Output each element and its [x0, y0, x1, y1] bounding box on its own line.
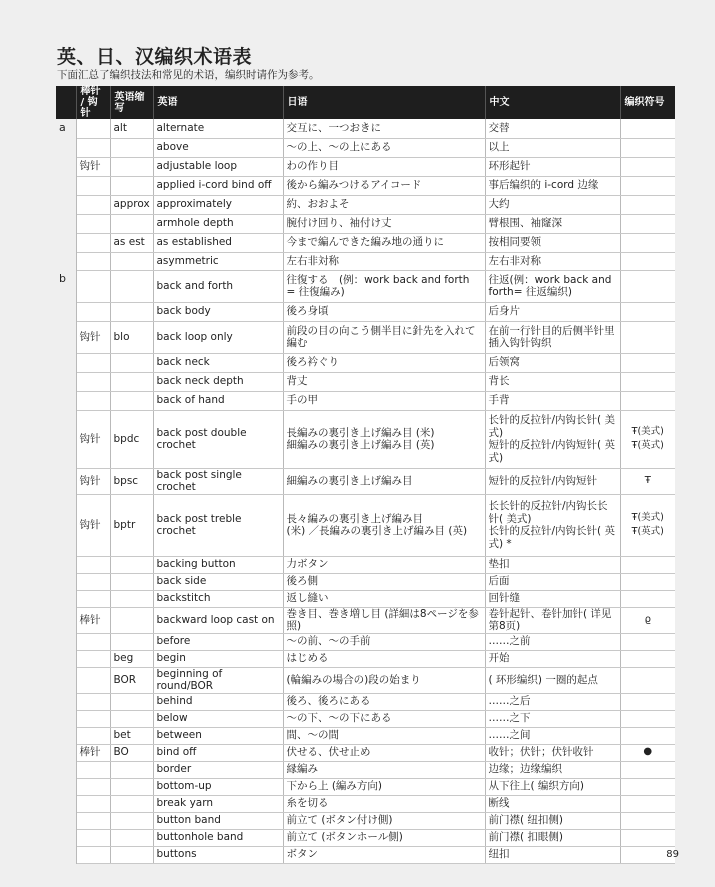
chinese-term-cell: 大约 [485, 195, 620, 214]
english-term-cell: border [153, 761, 283, 778]
symbol-cell [620, 302, 675, 321]
symbol-cell [620, 556, 675, 573]
page-subtitle: 下面汇总了编织技法和常见的术语，编织时请作为参考。 [57, 69, 320, 81]
japanese-term-cell: 長編みの裏引き上げ編み目 (米) 細編みの裏引き上げ編み目 (英) [283, 410, 485, 468]
symbol-cell [620, 778, 675, 795]
table-row [56, 252, 675, 270]
english-term-cell: bind off [153, 744, 283, 761]
table-row [56, 233, 675, 252]
abbreviation-cell [110, 761, 153, 778]
japanese-term-cell: 後ろ側 [283, 573, 485, 590]
english-term-cell: back side [153, 573, 283, 590]
stitch-symbol-icon: ● [643, 746, 653, 758]
table-body [56, 119, 675, 863]
japanese-term-cell: 交互に、一つおきに [283, 119, 485, 138]
header-japanese: 日语 [283, 86, 485, 119]
english-term-cell: alternate [153, 119, 283, 138]
crochet-symbol-icon: Ŧ(美式) Ŧ(英式) [631, 426, 664, 451]
abbreviation-cell [110, 607, 153, 633]
english-term-cell: back post single crochet [153, 468, 283, 494]
abbreviation-cell [110, 556, 153, 573]
table-row [56, 176, 675, 195]
table-row [56, 710, 675, 727]
tool-cell [76, 391, 110, 410]
section-letter: b [56, 270, 76, 863]
header-tool: 棒针 / 钩针 [76, 86, 110, 119]
tool-cell [76, 710, 110, 727]
abbreviation-cell [110, 573, 153, 590]
english-term-cell: above [153, 138, 283, 157]
abbreviation-cell [110, 693, 153, 710]
symbol-cell [620, 176, 675, 195]
table-header-row [56, 86, 675, 119]
english-term-cell: backing button [153, 556, 283, 573]
symbol-cell [620, 829, 675, 846]
english-term-cell: back loop only [153, 321, 283, 353]
english-term-cell: before [153, 633, 283, 650]
table-row [56, 119, 675, 138]
english-term-cell: adjustable loop [153, 157, 283, 176]
tool-cell: 钩针 [76, 468, 110, 494]
abbreviation-cell [110, 795, 153, 812]
tool-cell [76, 590, 110, 607]
tool-cell [76, 270, 110, 302]
chinese-term-cell: 前门襟( 扣眼侧) [485, 829, 620, 846]
table-row [56, 761, 675, 778]
tool-cell [76, 727, 110, 744]
tool-cell [76, 667, 110, 693]
japanese-term-cell: ～の前、～の手前 [283, 633, 485, 650]
abbreviation-cell [110, 633, 153, 650]
tool-cell [76, 214, 110, 233]
abbreviation-cell [110, 778, 153, 795]
japanese-term-cell: 約、おおよそ [283, 195, 485, 214]
tool-cell [76, 233, 110, 252]
abbreviation-cell [110, 353, 153, 372]
table-row [56, 727, 675, 744]
chinese-term-cell: 边缘；边缘编织 [485, 761, 620, 778]
table-row [56, 744, 675, 761]
symbol-cell [620, 590, 675, 607]
symbol-cell [620, 607, 675, 633]
tool-cell [76, 829, 110, 846]
abbreviation-cell [110, 372, 153, 391]
tool-cell: 棒针 [76, 744, 110, 761]
chinese-term-cell: 后领窝 [485, 353, 620, 372]
tool-cell [76, 556, 110, 573]
table-row [56, 633, 675, 650]
abbreviation-cell [110, 176, 153, 195]
abbreviation-cell: BO [110, 744, 153, 761]
table-row [56, 468, 675, 494]
tool-cell [76, 138, 110, 157]
glossary-table-wrapper [56, 86, 675, 864]
chinese-term-cell: ……之下 [485, 710, 620, 727]
chinese-term-cell: 从下往上( 编织方向) [485, 778, 620, 795]
japanese-term-cell: 細編みの裏引き上げ編み目 [283, 468, 485, 494]
japanese-term-cell: 返し縫い [283, 590, 485, 607]
tool-cell: 钩针 [76, 494, 110, 556]
chinese-term-cell: 背长 [485, 372, 620, 391]
english-term-cell: buttons [153, 846, 283, 863]
abbreviation-cell [110, 214, 153, 233]
symbol-cell [620, 795, 675, 812]
tool-cell [76, 176, 110, 195]
symbol-cell [620, 321, 675, 353]
chinese-term-cell: 臂根围、袖窿深 [485, 214, 620, 233]
table-row [56, 157, 675, 176]
tool-cell [76, 372, 110, 391]
japanese-term-cell: (輪編みの場合の)段の始まり [283, 667, 485, 693]
abbreviation-cell [110, 270, 153, 302]
english-term-cell: back of hand [153, 391, 283, 410]
table-row [56, 302, 675, 321]
symbol-cell [620, 353, 675, 372]
english-term-cell: applied i-cord bind off [153, 176, 283, 195]
japanese-term-cell: 背丈 [283, 372, 485, 391]
table-row [56, 829, 675, 846]
abbreviation-cell: approx [110, 195, 153, 214]
table-row [56, 321, 675, 353]
symbol-cell [620, 391, 675, 410]
symbol-cell [620, 138, 675, 157]
japanese-term-cell: 糸を切る [283, 795, 485, 812]
chinese-term-cell: 前门襟( 纽扣侧) [485, 812, 620, 829]
chinese-term-cell: 事后编织的 i-cord 边缘 [485, 176, 620, 195]
symbol-cell [620, 693, 675, 710]
symbol-cell [620, 727, 675, 744]
chinese-term-cell: 断线 [485, 795, 620, 812]
english-term-cell: begin [153, 650, 283, 667]
chinese-term-cell: ( 环形编织) 一圈的起点 [485, 667, 620, 693]
chinese-term-cell: 往返(例：work back and forth= 往返编织) [485, 270, 620, 302]
abbreviation-cell: blo [110, 321, 153, 353]
stitch-symbol-icon: Ŧ [644, 474, 651, 486]
abbreviation-cell [110, 302, 153, 321]
section-letter: a [56, 119, 76, 270]
japanese-term-cell: 手の甲 [283, 391, 485, 410]
chinese-term-cell: 在前一行针目的后侧半针里插入钩针钩织 [485, 321, 620, 353]
chinese-term-cell: 以上 [485, 138, 620, 157]
abbreviation-cell: beg [110, 650, 153, 667]
japanese-term-cell: 巻き目、巻き増し目 (詳細は8ページを参照) [283, 607, 485, 633]
japanese-term-cell: 伏せる、伏せ止め [283, 744, 485, 761]
table-row [56, 778, 675, 795]
page-title: 英、日、汉编织术语表 [57, 46, 253, 68]
header-abbr: 英语缩写 [110, 86, 153, 119]
abbreviation-cell: as est [110, 233, 153, 252]
english-term-cell: buttonhole band [153, 829, 283, 846]
english-term-cell: back neck [153, 353, 283, 372]
symbol-cell [620, 744, 675, 761]
japanese-term-cell: 後ろ身頃 [283, 302, 485, 321]
english-term-cell: as established [153, 233, 283, 252]
chinese-term-cell: ……之前 [485, 633, 620, 650]
abbreviation-cell [110, 590, 153, 607]
table-row [56, 812, 675, 829]
symbol-cell [620, 650, 675, 667]
chinese-term-cell: 收针；伏针；伏针收针 [485, 744, 620, 761]
tool-cell [76, 302, 110, 321]
chinese-term-cell: ……之间 [485, 727, 620, 744]
chinese-term-cell: 后身片 [485, 302, 620, 321]
japanese-term-cell: はじめる [283, 650, 485, 667]
symbol-cell [620, 633, 675, 650]
japanese-term-cell: 前立て (ボタン付け側) [283, 812, 485, 829]
chinese-term-cell: 左右非对称 [485, 252, 620, 270]
header-english: 英语 [153, 86, 283, 119]
abbreviation-cell [110, 138, 153, 157]
english-term-cell: armhole depth [153, 214, 283, 233]
table-row [56, 270, 675, 302]
japanese-term-cell: 長々編みの裏引き上げ編み目 (米) ／長編みの裏引き上げ編み目 (英) [283, 494, 485, 556]
abbreviation-cell [110, 157, 153, 176]
tool-cell [76, 650, 110, 667]
english-term-cell: back post double crochet [153, 410, 283, 468]
japanese-term-cell: 下から上 (編み方向) [283, 778, 485, 795]
symbol-cell [620, 761, 675, 778]
abbreviation-cell [110, 846, 153, 863]
table-row [56, 494, 675, 556]
table-row [56, 846, 675, 863]
tool-cell [76, 195, 110, 214]
tool-cell [76, 761, 110, 778]
chinese-term-cell: 环形起针 [485, 157, 620, 176]
table-row [56, 795, 675, 812]
table-row [56, 650, 675, 667]
symbol-cell [620, 119, 675, 138]
symbol-cell [620, 252, 675, 270]
english-term-cell: backstitch [153, 590, 283, 607]
abbreviation-cell: bet [110, 727, 153, 744]
table-row [56, 607, 675, 633]
symbol-cell [620, 372, 675, 391]
table-row [56, 195, 675, 214]
japanese-term-cell: 後ろ衿ぐり [283, 353, 485, 372]
japanese-term-cell: ボタン [283, 846, 485, 863]
tool-cell [76, 812, 110, 829]
japanese-term-cell: 前立て (ボタンホール側) [283, 829, 485, 846]
abbreviation-cell: bpdc [110, 410, 153, 468]
english-term-cell: back post treble crochet [153, 494, 283, 556]
table-row [56, 214, 675, 233]
table-row [56, 372, 675, 391]
symbol-cell [620, 157, 675, 176]
tool-cell: 钩针 [76, 157, 110, 176]
japanese-term-cell: ～の上、～の上にある [283, 138, 485, 157]
tool-cell [76, 353, 110, 372]
tool-cell: 钩针 [76, 410, 110, 468]
japanese-term-cell: 間、～の間 [283, 727, 485, 744]
chinese-term-cell: ……之后 [485, 693, 620, 710]
tool-cell: 钩针 [76, 321, 110, 353]
english-term-cell: button band [153, 812, 283, 829]
english-term-cell: back neck depth [153, 372, 283, 391]
chinese-term-cell: 纽扣 [485, 846, 620, 863]
abbreviation-cell [110, 812, 153, 829]
tool-cell [76, 846, 110, 863]
abbreviation-cell [110, 252, 153, 270]
english-term-cell: backward loop cast on [153, 607, 283, 633]
chinese-term-cell: 垫扣 [485, 556, 620, 573]
japanese-term-cell: 左右非対称 [283, 252, 485, 270]
chinese-term-cell: 短针的反拉针/内钩短针 [485, 468, 620, 494]
symbol-cell [620, 494, 675, 556]
header-symbol: 编织符号 [620, 86, 675, 119]
chinese-term-cell: 开始 [485, 650, 620, 667]
tool-cell: 棒针 [76, 607, 110, 633]
english-term-cell: beginning of round/BOR [153, 667, 283, 693]
tool-cell [76, 633, 110, 650]
symbol-cell [620, 468, 675, 494]
table-row [56, 556, 675, 573]
english-term-cell: break yarn [153, 795, 283, 812]
chinese-term-cell: 手背 [485, 391, 620, 410]
table-row [56, 353, 675, 372]
english-term-cell: approximately [153, 195, 283, 214]
tool-cell [76, 795, 110, 812]
english-term-cell: back body [153, 302, 283, 321]
chinese-term-cell: 回针缝 [485, 590, 620, 607]
english-term-cell: between [153, 727, 283, 744]
chinese-term-cell: 长长针的反拉针/内钩长长针( 美式) 长针的反拉针/内钩长针( 英式) * [485, 494, 620, 556]
chinese-term-cell: 按相同要领 [485, 233, 620, 252]
abbreviation-cell [110, 710, 153, 727]
japanese-term-cell: 今まで編んできた編み地の通りに [283, 233, 485, 252]
table-row [56, 391, 675, 410]
table-row [56, 138, 675, 157]
stitch-symbol-icon: ϱ [644, 613, 651, 625]
symbol-cell [620, 270, 675, 302]
symbol-cell [620, 573, 675, 590]
abbreviation-cell [110, 391, 153, 410]
glossary-table [56, 86, 675, 864]
japanese-term-cell: ～の下、～の下にある [283, 710, 485, 727]
tool-cell [76, 778, 110, 795]
table-row [56, 573, 675, 590]
header-chinese: 中文 [485, 86, 620, 119]
symbol-cell [620, 214, 675, 233]
abbreviation-cell: alt [110, 119, 153, 138]
crochet-symbol-icon: Ŧ(美式) Ŧ(英式) [631, 512, 664, 537]
english-term-cell: asymmetric [153, 252, 283, 270]
japanese-term-cell: 後ろ、後ろにある [283, 693, 485, 710]
english-term-cell: below [153, 710, 283, 727]
symbol-cell [620, 410, 675, 468]
chinese-term-cell: 长针的反拉针/内钩长针( 美式) 短针的反拉针/内钩短针( 英式) [485, 410, 620, 468]
symbol-cell [620, 667, 675, 693]
tool-cell [76, 573, 110, 590]
header-letter [56, 86, 76, 119]
abbreviation-cell: BOR [110, 667, 153, 693]
symbol-cell [620, 233, 675, 252]
japanese-term-cell: 力ボタン [283, 556, 485, 573]
table-row [56, 410, 675, 468]
chinese-term-cell: 交替 [485, 119, 620, 138]
symbol-cell [620, 710, 675, 727]
english-term-cell: bottom-up [153, 778, 283, 795]
japanese-term-cell: 縁編み [283, 761, 485, 778]
japanese-term-cell: 腕付け回り、袖付け丈 [283, 214, 485, 233]
abbreviation-cell: bptr [110, 494, 153, 556]
table-row [56, 667, 675, 693]
japanese-term-cell: わの作り目 [283, 157, 485, 176]
japanese-term-cell: 後から編みつけるアイコード [283, 176, 485, 195]
tool-cell [76, 119, 110, 138]
japanese-term-cell: 前段の目の向こう側半目に針先を入れて編む [283, 321, 485, 353]
chinese-term-cell: 卷针起针、卷针加针( 详见第8页) [485, 607, 620, 633]
abbreviation-cell: bpsc [110, 468, 153, 494]
symbol-cell [620, 812, 675, 829]
tool-cell [76, 693, 110, 710]
english-term-cell: back and forth [153, 270, 283, 302]
japanese-term-cell: 往復する (例：work back and forth = 往復編み) [283, 270, 485, 302]
english-term-cell: behind [153, 693, 283, 710]
tool-cell [76, 252, 110, 270]
page-number: 89 [666, 849, 679, 860]
table-row [56, 590, 675, 607]
table-row [56, 693, 675, 710]
symbol-cell [620, 195, 675, 214]
chinese-term-cell: 后面 [485, 573, 620, 590]
abbreviation-cell [110, 829, 153, 846]
